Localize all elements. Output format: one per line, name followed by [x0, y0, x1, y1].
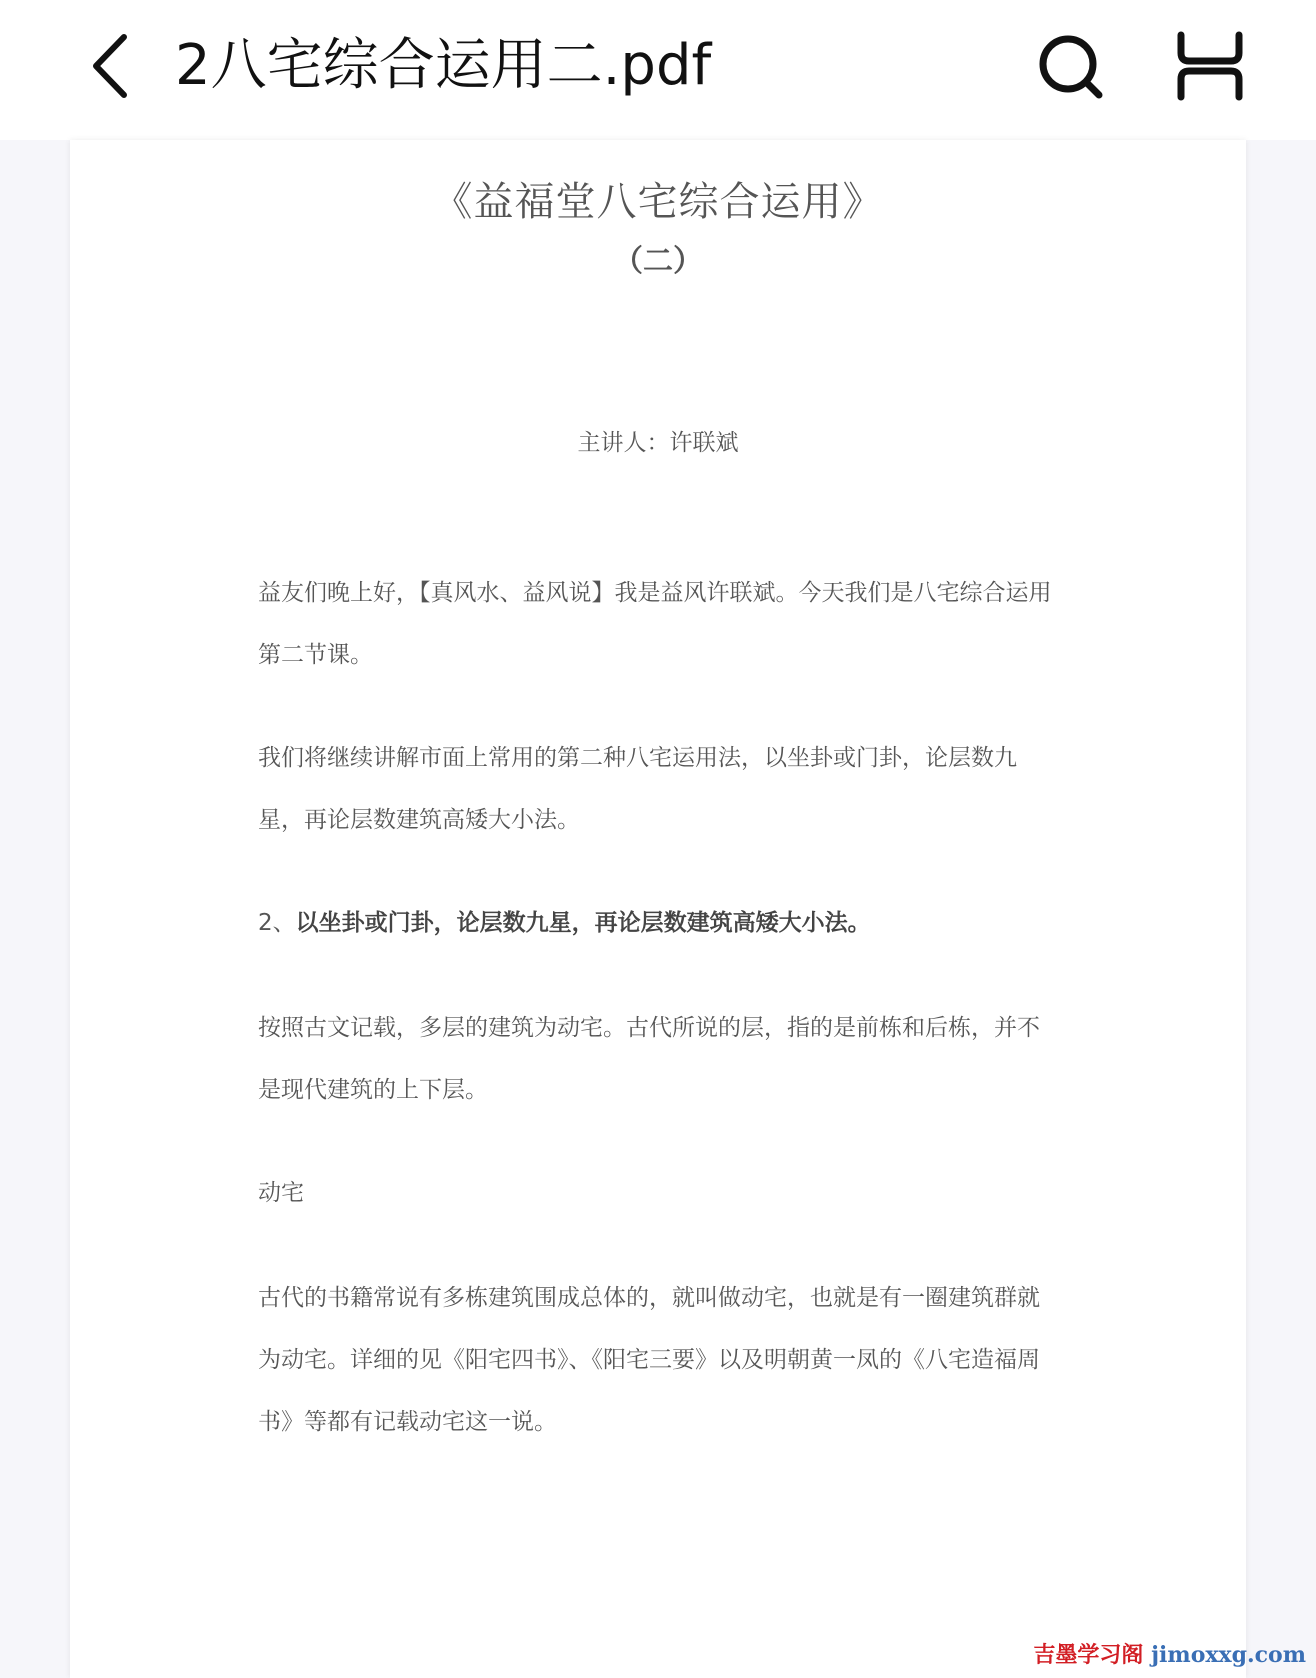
- document-title: 2八宅综合运用二.pdf: [175, 33, 712, 98]
- back-button[interactable]: [72, 26, 152, 106]
- collapse-icon: [1175, 31, 1245, 101]
- chevron-left-icon: [82, 31, 142, 101]
- heading-bold: 以坐卦或门卦，论层数九星，再论层数建筑高矮大小法。: [295, 910, 871, 936]
- search-button[interactable]: [1030, 26, 1110, 106]
- watermark-cn: 吉墨学习阁: [1033, 1643, 1144, 1668]
- watermark: [1033, 1638, 1306, 1672]
- paragraph-dongzhai-label: 动宅: [258, 1180, 304, 1206]
- watermark-en: jimoxxg.com: [1151, 1642, 1306, 1668]
- collapse-button[interactable]: [1170, 26, 1250, 106]
- pdf-page: [70, 140, 1246, 1678]
- doc-title: 《益福堂八宅综合运用》: [432, 179, 884, 225]
- paragraph-greeting: 益友们晚上好，【真风水、益风说】我是益风许联斌。今天我们是八宅综合运用第二节课。: [258, 580, 1052, 668]
- paragraph-dongzhai: 古代的书籍常说有多栋建筑围成总体的，就叫做动宅，也就是有一圈建筑群就为动宅。详细的见《阳宅四书》、《阳宅三要》以及明朝黄一凤的《八宅造福周书》等都有记载动宅这一说。: [258, 1285, 1040, 1435]
- top-toolbar: [0, 0, 1316, 140]
- heading-prefix: 2、: [258, 910, 296, 936]
- paragraph-layers: 按照古文记载，多层的建筑为动宅。古代所说的层，指的是前栋和后栋，并不是现代建筑的上下层。: [258, 1015, 1040, 1103]
- speaker-line: 主讲人：许联斌: [577, 430, 739, 456]
- paragraph-intro: 我们将继续讲解市面上常用的第二种八宅运用法，以坐卦或门卦，论层数九星，再论层数建筑高矮大小法。: [258, 745, 1017, 833]
- doc-subtitle: （二）: [613, 244, 703, 279]
- section-heading: [258, 892, 1058, 954]
- search-icon: [1035, 31, 1105, 101]
